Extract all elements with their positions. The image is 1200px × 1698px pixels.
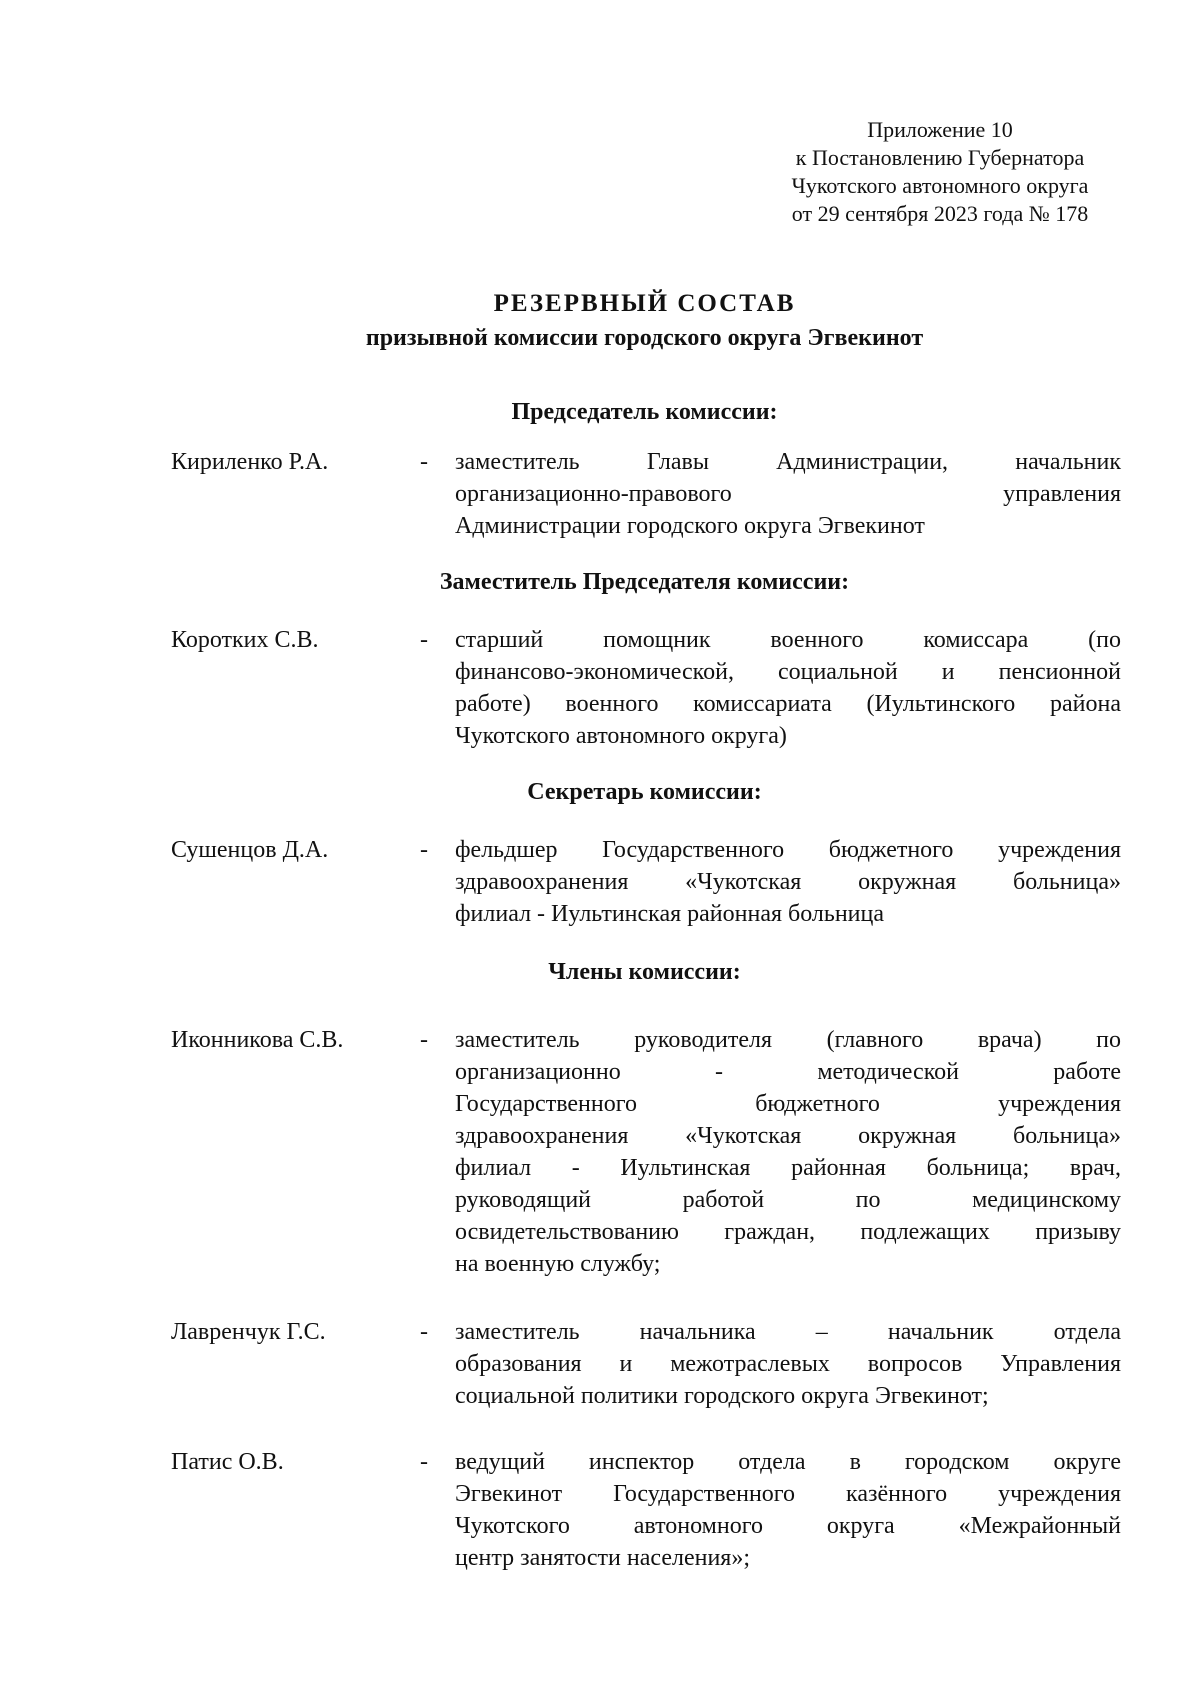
secretary-heading: Секретарь комиссии: [527, 779, 762, 805]
dash-separator: - [420, 1027, 428, 1053]
description-line: филиал - Иультинская районная больница [455, 901, 885, 927]
chair-heading: Председатель комиссии: [511, 399, 778, 425]
description-line: Администрации городского округа Эгвекинот [455, 513, 925, 539]
description-line: финансово-экономической, социальной и пенсионной [455, 659, 1121, 685]
description-line: заместитель Главы Администрации, начальник [455, 449, 1121, 475]
member-name: Кириленко Р.А. [171, 449, 329, 475]
document-title: РЕЗЕРВНЫЙ СОСТАВ [493, 290, 796, 317]
description-line: Чукотского автономного округа) [455, 723, 787, 749]
appendix-header [760, 116, 1120, 228]
members-heading: Члены комиссии: [548, 959, 741, 985]
appendix-number: Приложение 10 [867, 117, 1013, 142]
description-line: образования и межотраслевых вопросов Управления [455, 1351, 1121, 1377]
dash-separator: - [420, 837, 428, 863]
description-line: Государственного бюджетного учреждения [455, 1091, 1121, 1117]
dash-separator: - [420, 627, 428, 653]
member-name: Сушенцов Д.А. [171, 837, 329, 863]
description-line: организационно-правового управления [455, 481, 1121, 507]
description-line: социальной политики городского округа Эгвекинот; [455, 1383, 989, 1409]
dash-separator: - [420, 449, 428, 475]
member-name: Коротких С.В. [171, 627, 319, 653]
description-line: фельдшер Государственного бюджетного учреждения [455, 837, 1121, 863]
member-name: Иконникова С.В. [171, 1027, 344, 1053]
description-line: на военную службу; [455, 1251, 661, 1277]
description-line: заместитель руководителя (главного врача) по [455, 1027, 1121, 1053]
description-line: Чукотского автономного округа «Межрайонный [455, 1513, 1121, 1539]
appendix-date: от 29 сентября 2023 года № 178 [791, 201, 1089, 226]
dash-separator: - [420, 1449, 428, 1475]
dash-separator: - [420, 1319, 428, 1345]
description-line: Эгвекинот Государственного казённого учреждения [455, 1481, 1121, 1507]
member-name: Лавренчук Г.С. [171, 1319, 326, 1345]
member-description [455, 1316, 1121, 1412]
description-line: здравоохранения «Чукотская окружная больница» [455, 1123, 1121, 1149]
member-name: Патис О.В. [171, 1449, 284, 1475]
appendix-reference: к Постановлению Губернатора [795, 145, 1085, 170]
description-line: заместитель начальника – начальник отдела [455, 1319, 1121, 1345]
member-description [455, 624, 1121, 752]
description-line: работе) военного комиссариата (Иультинского района [455, 691, 1121, 717]
member-description [455, 834, 1121, 930]
member-description [455, 1446, 1121, 1574]
description-line: организационно - методической работе [455, 1059, 1121, 1085]
description-line: освидетельствованию граждан, подлежащих призыву [455, 1219, 1121, 1245]
description-line: руководящий работой по медицинскому [455, 1187, 1121, 1213]
description-line: старший помощник военного комиссара (по [455, 627, 1121, 653]
description-line: филиал - Иультинская районная больница; врач, [455, 1155, 1121, 1181]
description-line: здравоохранения «Чукотская окружная больница» [455, 869, 1121, 895]
appendix-region: Чукотского автономного округа [791, 173, 1089, 198]
document-subtitle: призывной комиссии городского округа Эгвекинот [365, 325, 924, 351]
member-description [455, 446, 1121, 542]
member-description [455, 1024, 1121, 1280]
deputy-heading: Заместитель Председателя комиссии: [439, 569, 850, 595]
description-line: центр занятости населения»; [455, 1545, 751, 1571]
description-line: ведущий инспектор отдела в городском округе [455, 1449, 1121, 1475]
